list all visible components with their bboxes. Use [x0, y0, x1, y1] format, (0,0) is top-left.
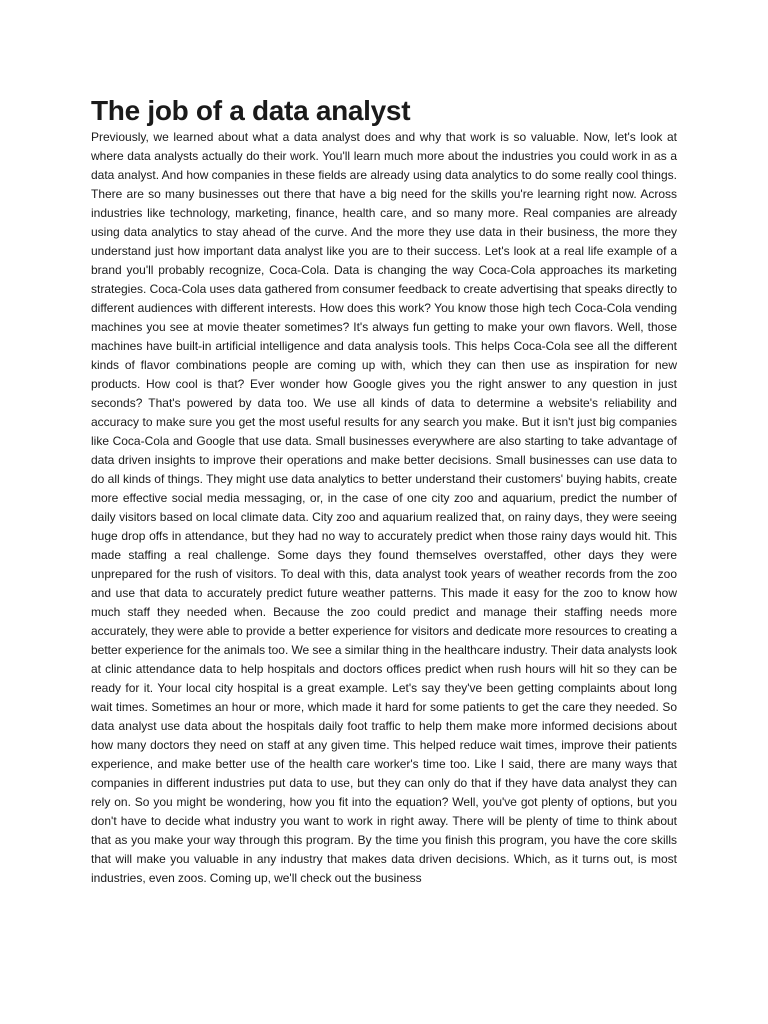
document-content — [91, 94, 677, 888]
document-title: The job of a data analyst — [91, 95, 411, 126]
document-body-paragraph: Previously, we learned about what a data analyst does and why that work is so valuable. Now, let's look at where data analysts actually do their work. You'll learn much more about the industries you could work in as a data analyst. And how companies in these fields are already using data analytics to do some really cool things. There are so many businesses out there that have a big need for the skills you're learning right now. Across industries like technology, marketing, finance, health care, and so many more. Real companies are already using data analytics to stay ahead of the curve. And the more they use data in their business, the more they understand just how important data analyst like you are to their success. Let's look at a real life example of a brand you'll probably recognize, Coca-Cola. Data is changing the way Coca-Cola approaches its marketing strategies. Coca-Cola uses data gathered from consumer feedback to create advertising that speaks directly to different audiences with different interests. How does this work? You know those high tech Coca-Cola vending machines you see at movie theater sometimes? It's always fun getting to make your own flavors. Well, those machines have built-in artificial intelligence and data analysis tools. This helps Coca-Cola see all the different kinds of flavor combinations people are coming up with, which they can then use as inspiration for new products. How cool is that? Ever wonder how Google gives you the right answer to any question in just seconds? That's powered by data too. We use all kinds of data to determine a website's reliability and accuracy to make sure you get the most useful results for any search you make. But it isn't just big companies like Coca-Cola and Google that use data. Small businesses everywhere are also starting to take advantage of data driven insights to improve their operations and make better decisions. Small businesses can use data to do all kinds of things. They might use data analytics to better understand their customers' buying habits, create more effective social media messaging, or, in the case of one city zoo and aquarium, predict the number of daily visitors based on local climate data. City zoo and aquarium realized that, on rainy days, they were seeing huge drop offs in attendance, but they had no way to accurately predict when those rainy days would hit. This made staffing a real challenge. Some days they found themselves overstaffed, other days they were unprepared for the rush of visitors. To deal with this, data analyst took years of weather records from the zoo and use that data to accurately predict future weather patterns. This made it easy for the zoo to know how much staff they needed when. Because the zoo could predict and manage their staffing needs more accurately, they were able to provide a better experience for visitors and dedicate more resources to creating a better experience for the animals too. We see a similar thing in the healthcare industry. Their data analysts look at clinic attendance data to help hospitals and doctors offices predict when rush hours will hit so they can be ready for it. Your local city hospital is a great example. Let's say they've been getting complaints about long wait times. Sometimes an hour or more, which made it hard for some patients to get the care they needed. So data analyst use data about the hospitals daily foot traffic to help them make more informed decisions about how many doctors they need on staff at any given time. This helped reduce wait times, improve their patients experience, and make better use of the health care worker's time too. Like I said, there are many ways that companies in different industries put data to use, but they can only do that if they have data analyst they can rely on. So you might be wondering, how you fit into the equation? Well, you've got plenty of options, but you don't have to decide what industry you want to work in right away. There will be plenty of time to think about that as you make your way through this program. By the time you finish this program, you have the core skills that will make you valuable in any industry that makes data driven decisions. Which, as it turns out, is most industries, even zoos. Coming up, we'll check out the business — [91, 130, 677, 885]
